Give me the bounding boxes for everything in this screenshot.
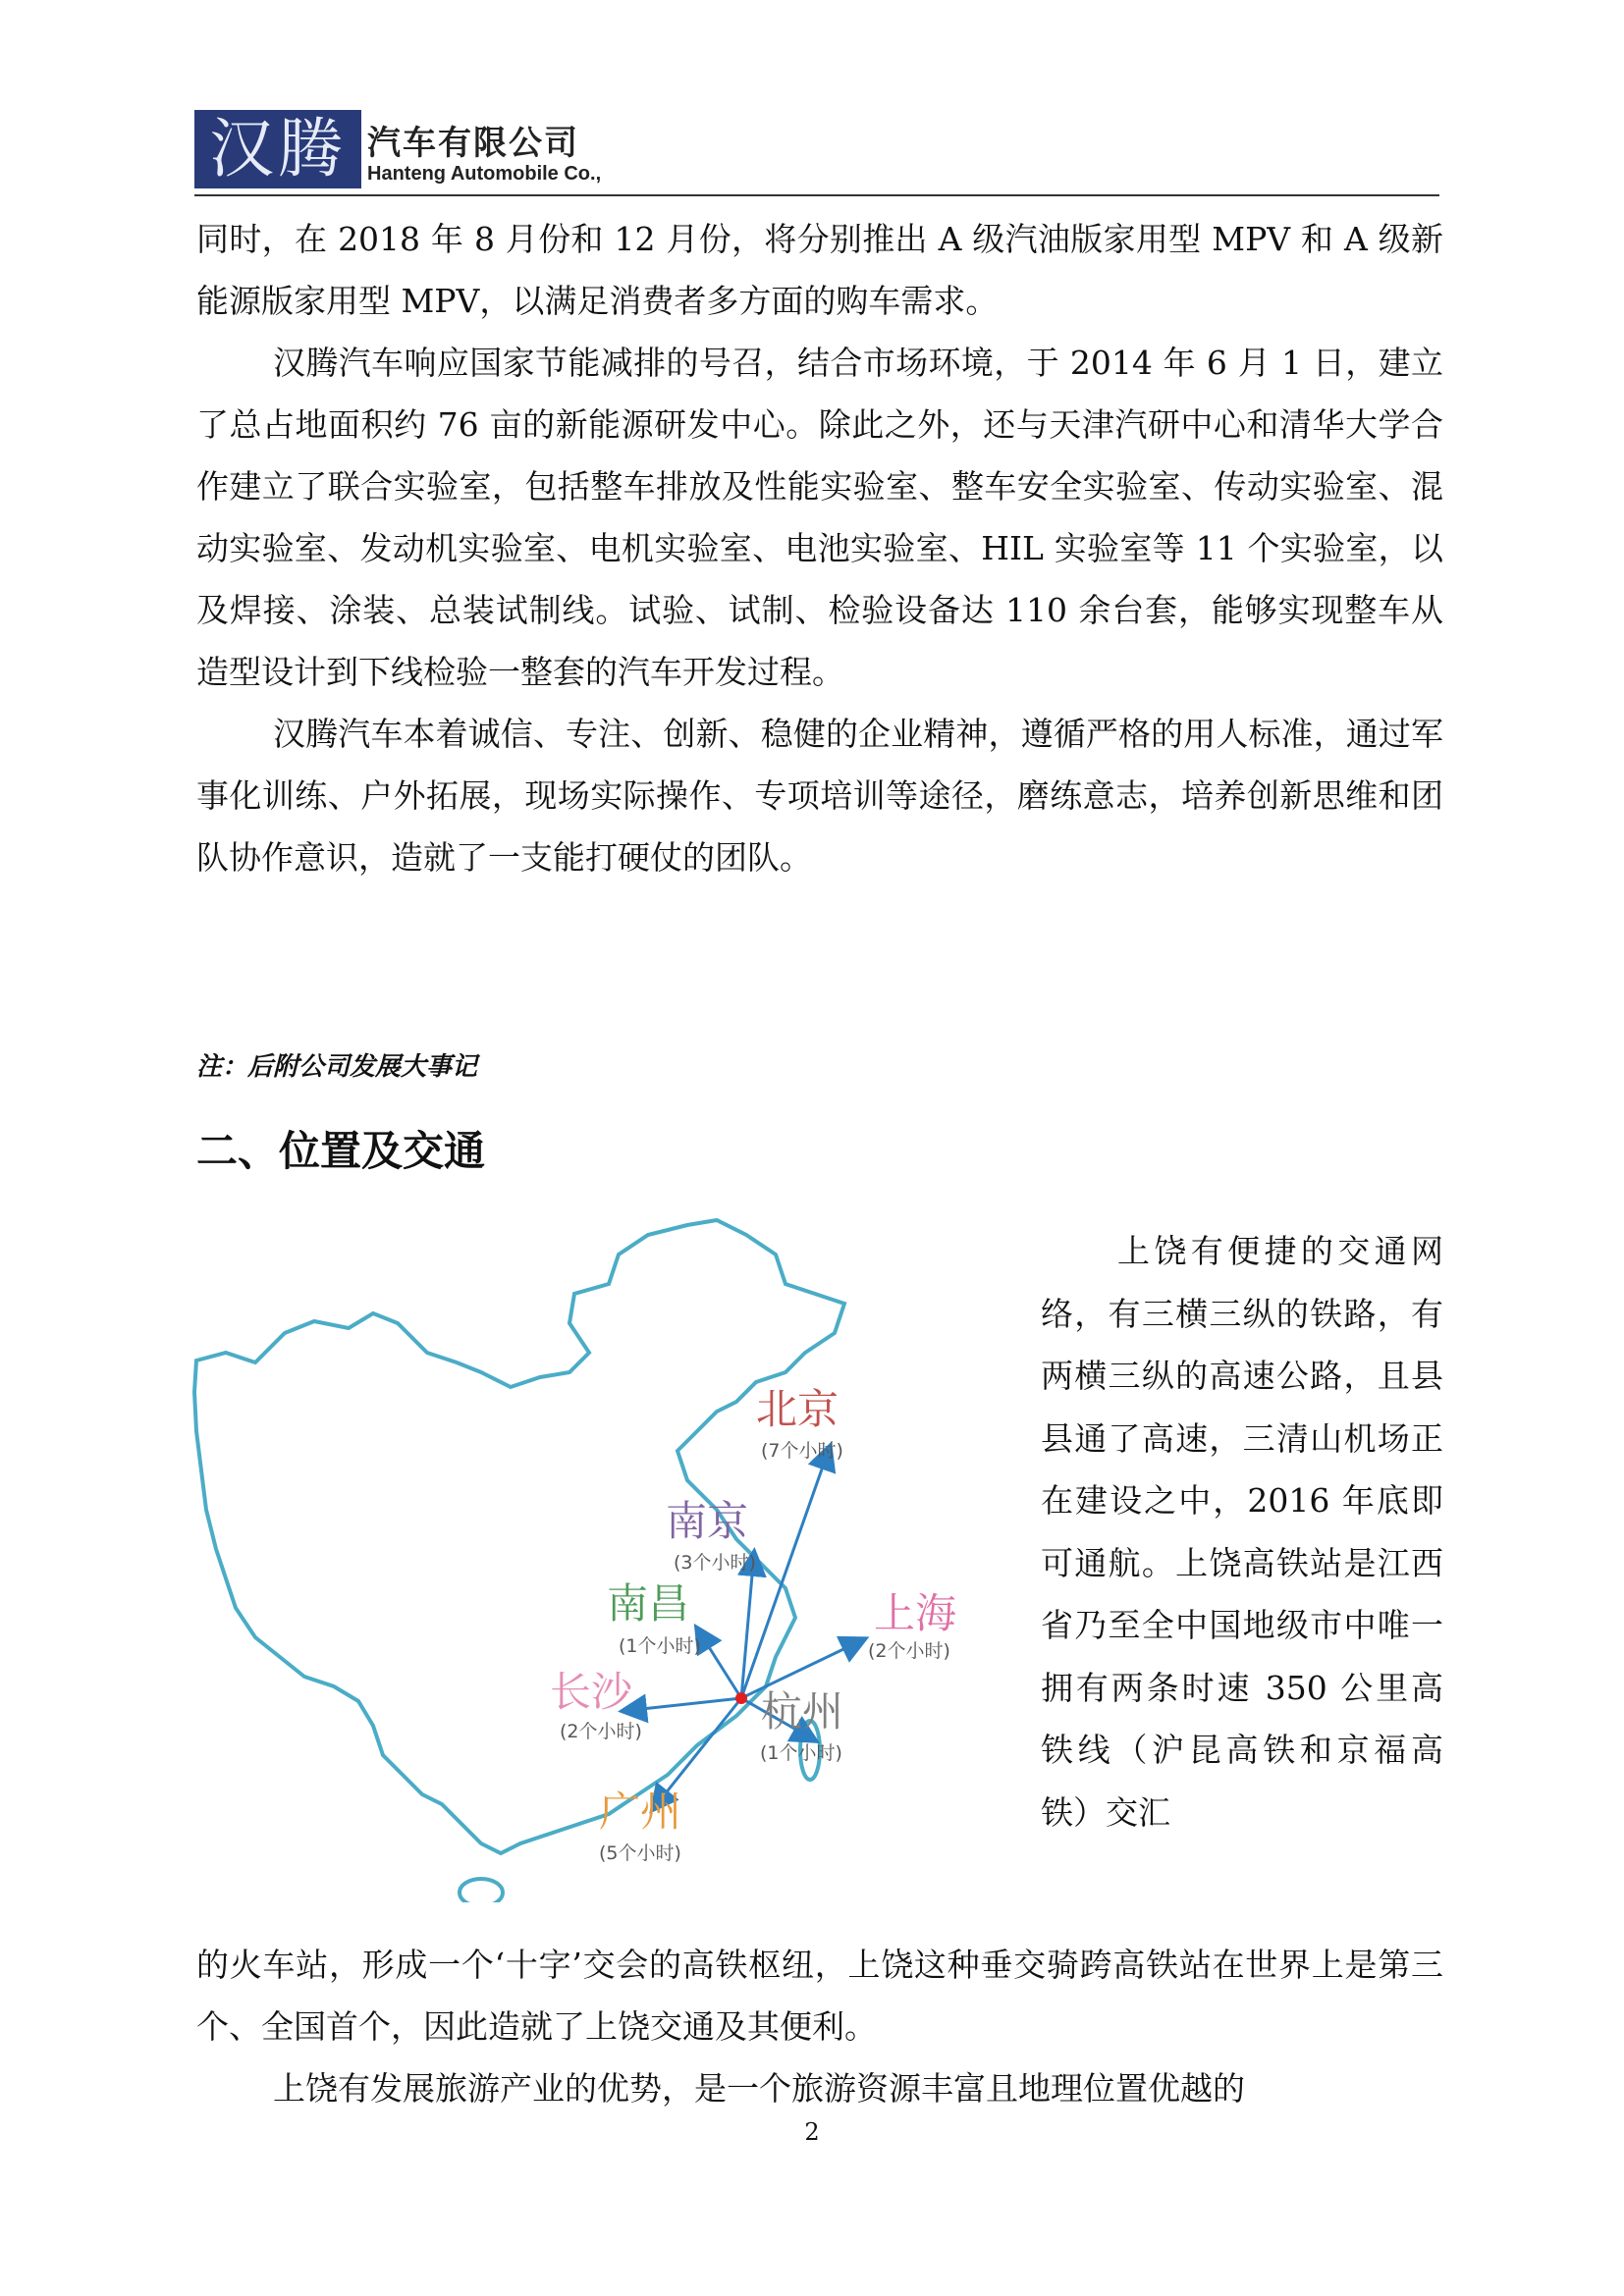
page-number: 2	[804, 2118, 820, 2146]
time-nanchang: (1个小时)	[619, 1635, 701, 1657]
shangrao-origin	[735, 1692, 747, 1704]
company-name-zh: 汽车有限公司	[367, 124, 579, 163]
paragraph-tourism: 上饶有发展旅游产业的优势，是一个旅游资源丰富且地理位置优越的	[273, 2069, 1245, 2108]
city-nanchang: 南昌	[607, 1579, 690, 1628]
china-transport-map	[187, 1215, 1041, 1902]
body-text-bottom	[196, 1934, 1443, 2119]
time-changsha: (2个小时)	[560, 1721, 642, 1742]
section-title: 二、位置及交通	[196, 1127, 486, 1175]
arrow-nanchang	[697, 1629, 741, 1698]
city-guangzhou: 广州	[599, 1788, 682, 1836]
body-text-top	[196, 208, 1443, 888]
arrow-changsha	[623, 1698, 741, 1711]
time-nanjing: (3个小时)	[674, 1552, 756, 1574]
time-guangzhou: (5个小时)	[599, 1842, 681, 1864]
page-header	[194, 110, 1439, 194]
paragraph-team: 汉腾汽车本着诚信、专注、创新、稳健的企业精神，遵循严格的用人标准，通过军事化训练、户外拓展，现场实际操作、专项培训等途径，磨练意志，培养创新思维和团队协作意识，造就了一支能打硬仗的团队。	[196, 715, 1443, 877]
paragraph-transport-continued: 的火车站，形成一个‘十字’交会的高铁枢纽，上饶这种垂交骑跨高铁站在世界上是第三个、全国首个，因此造就了上饶交通及其便利。	[196, 1946, 1443, 2046]
company-name-en: Hanteng Automobile Co.,	[367, 163, 602, 185]
city-nanjing: 南京	[666, 1497, 749, 1545]
note: 注：后附公司发展大事记	[196, 1052, 478, 1082]
time-hangzhou: (1个小时)	[760, 1742, 842, 1764]
paragraph-rnd: 汉腾汽车响应国家节能减排的号召，结合市场环境，于 2014 年 6 月 1 日，建立了总占地面积约 76 亩的新能源研发中心。除此之外，还与天津汽研中心和清华大学合作建立了联合实验室，包括整车排放及性能实验室、整车安全实验室、传动实验室、混动实验室、发动机实验室、电机实验室、电池实验室、HIL 实验室等 11 个实验室，以及焊接、涂装、总装试制线。试验、试制、检验设备达 110 余台套，能够实现整车从造型设计到下线检验一整套的汽车开发过程。	[196, 344, 1443, 691]
time-shanghai: (2个小时)	[868, 1640, 950, 1662]
hainan-island	[460, 1879, 503, 1902]
transport-side-text	[1041, 1220, 1443, 1843]
time-beijing: (7个小时)	[761, 1440, 843, 1462]
city-hangzhou: 杭州	[761, 1687, 844, 1735]
header-divider	[194, 194, 1439, 196]
city-beijing: 北京	[756, 1385, 839, 1433]
city-shanghai: 上海	[874, 1589, 957, 1637]
paragraph-continuation: 同时，在 2018 年 8 月份和 12 月份，将分别推出 A 级汽油版家用型 MPV 和 A 级新能源版家用型 MPV，以满足消费者多方面的购车需求。	[196, 220, 1443, 320]
paragraph-transport-intro: 上饶有便捷的交通网络，有三横三纵的铁路，有两横三纵的高速公路，且县县通了高速，三清山机场正在建设之中，2016 年底即可通航。上饶高铁站是江西省乃至全中国地级市中唯一拥有两条时速 350 公里高铁线（沪昆高铁和京福高铁）交汇	[1041, 1232, 1443, 1832]
company-logo	[194, 110, 361, 188]
logo-mark: 汉腾	[209, 111, 347, 187]
city-changsha: 长沙	[550, 1668, 633, 1716]
